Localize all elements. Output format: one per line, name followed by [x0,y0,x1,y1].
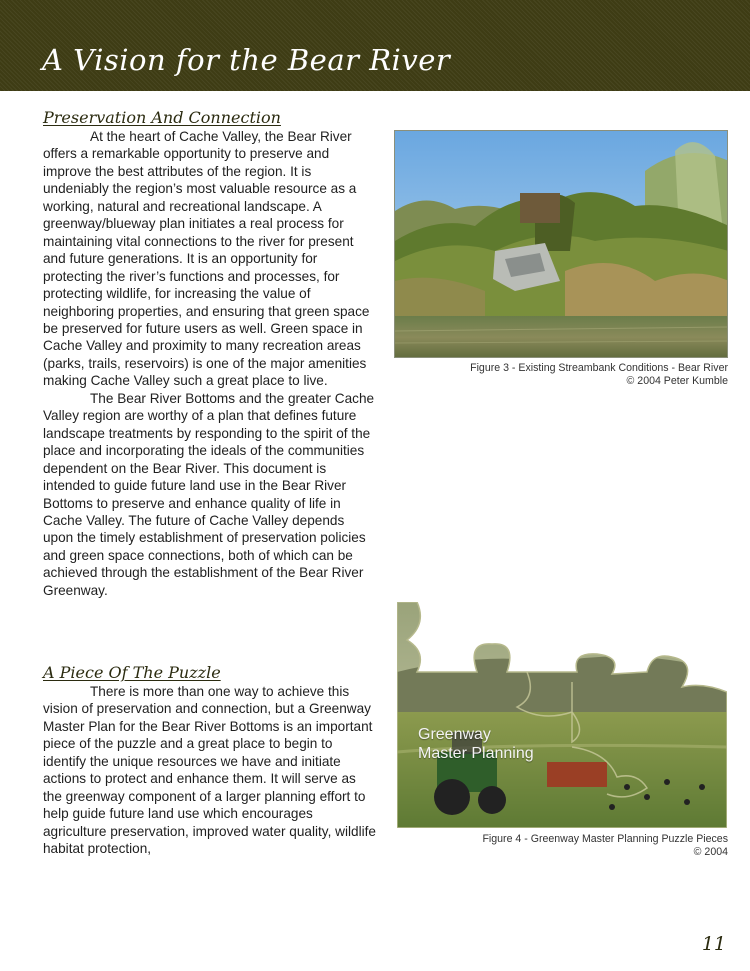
streambank-photo [394,130,728,358]
page-number: 11 [701,933,726,955]
figure-4-caption-title: Figure 4 - Greenway Master Planning Puzzle Pieces [482,833,728,845]
header-banner [0,0,750,91]
page-title: A Vision for the Bear River [42,43,451,77]
section-heading-puzzle: A Piece Of The Puzzle [43,663,221,682]
figure-3-caption-title: Figure 3 - Existing Streambank Conditions - Bear River [470,362,728,374]
puzzle-label [418,725,534,763]
paragraph: The Bear River Bottoms and the greater Cache Valley region are worthy of a plan that defines future landscape treatments by responding to the spirit of the place and incorporating the ideals of the communities dependent on the Bear River. This document is intended to guide future land use in the Bear River Bottoms to preserve and enhance quality of life in Cache Valley. The future of Cache Valley depends upon the timely establishment of preservation policies and green space connections, both of which can be achieved through the establishment of the Bear River Greenway. [43,390,375,598]
section-body-preservation [43,128,378,599]
figure-4-caption-credit: © 2004 [693,846,728,858]
figure-4-caption [388,833,728,859]
puzzle-label-line2: Master Planning [418,745,534,762]
figure-3-caption [388,362,728,388]
paragraph: At the heart of Cache Valley, the Bear River offers a remarkable opportunity to preserve and improve the best attributes of the region. It is undeniably the region’s most valuable resource as a working, natural and recreational landscape. A greenway/blueway plan initiates a real process for maintaining vital connections to the river for present and future generations. It is an opportunity for protecting the river’s functions and processes, for protecting wildlife, for increasing the value of neighboring properties, and ensuring that green space be preserved for future users as well. Green space in Cache Valley and proximity to many recreation areas (parks, trails, reservoirs) is one of the major amenities making Cache Valley such a great place to live. [43,129,370,389]
paragraph: There is more than one way to achieve this vision of preservation and connection, but a Greenway Master Plan for the Bear River Bottoms is an important piece of the puzzle and a great place to begin to identify the unique resources we have and initiate actions to protect and enhance them. It will serve as the greenway component of a larger planning effort to help guide future land use which encourages agriculture preservation, improved water quality, wildlife habitat protection, [43,684,376,857]
streambank-illustration [395,131,728,358]
figure-3-caption-credit: © 2004 Peter Kumble [626,375,728,387]
puzzle-pieces-image [397,602,727,828]
puzzle-label-line1: Greenway [418,726,491,743]
puzzle-illustration [397,602,727,828]
section-heading-preservation: Preservation And Connection [43,108,281,127]
section-body-puzzle [43,683,378,858]
